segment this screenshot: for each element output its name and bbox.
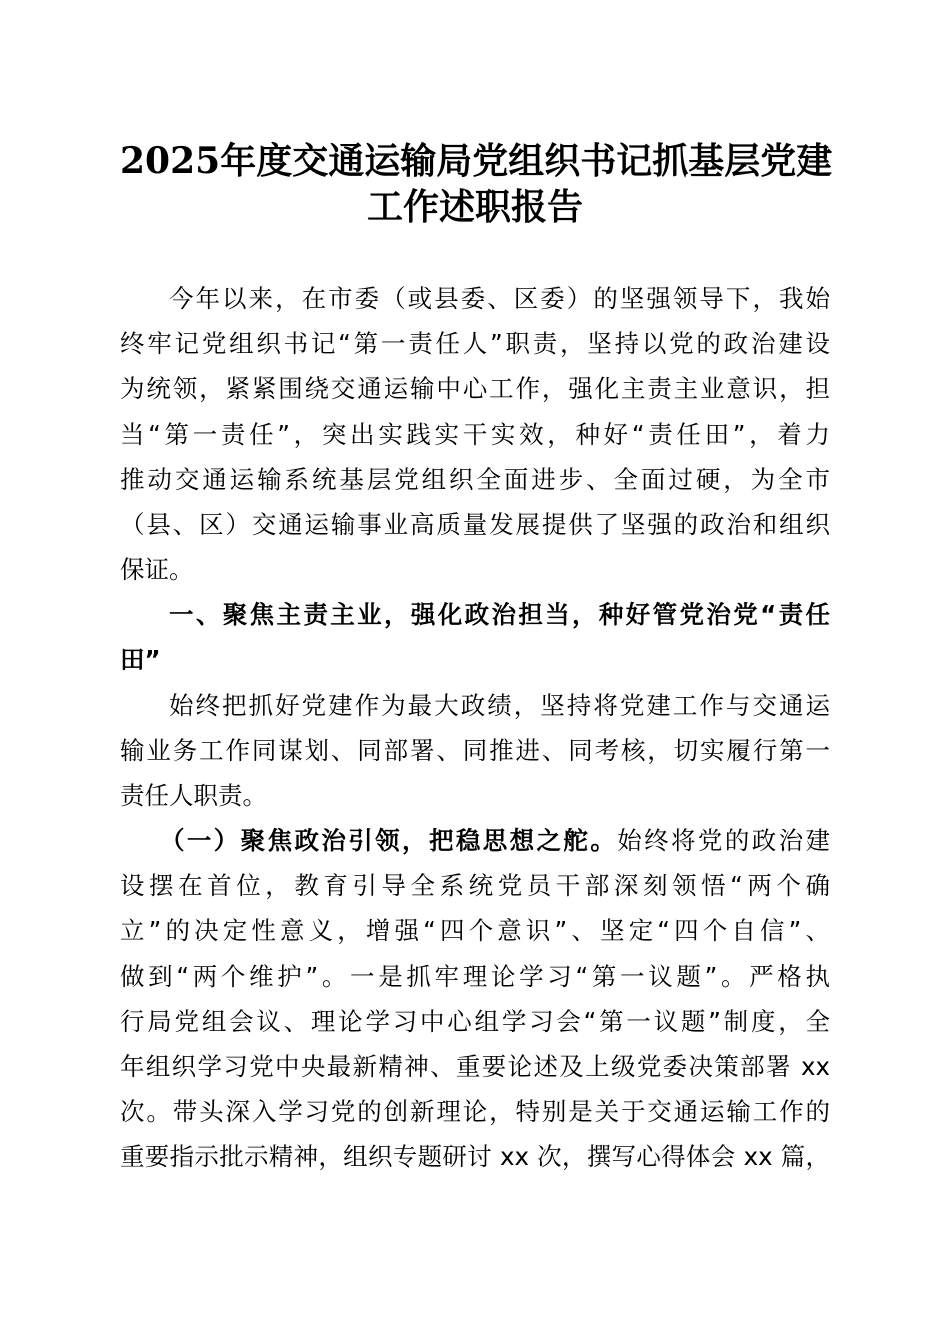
- subsection-lead: （一）聚焦政治引领，把稳思想之舵。: [160, 826, 618, 855]
- intro-paragraph: [120, 276, 830, 592]
- document-title: [120, 138, 833, 230]
- subsection-line-rest: 始终将党的政治建: [617, 826, 831, 855]
- title-line-1: 2025年度交通运输局党组织书记抓基层党建: [120, 140, 833, 182]
- paragraph-line: 输业务工作同谋划、同部署、同推进、同考核，切实履行第一: [120, 736, 830, 766]
- section-heading-1: [120, 592, 830, 682]
- paragraph-line: 次。带头深入学习党的创新理论，特别是关于交通运输工作的: [120, 1097, 830, 1127]
- paragraph-line: 立”的决定性意义，增强“四个意识”、坚定“四个自信”、: [120, 916, 830, 946]
- paragraph-line: 重要指示批示精神，组织专题研讨 xx 次，撰写心得体会 xx 篇，: [120, 1142, 830, 1172]
- paragraph-line: （县、区）交通运输事业高质量发展提供了坚强的政治和组织: [120, 509, 830, 539]
- paragraph-line: 始终把抓好党建作为最大政绩，坚持将党建工作与交通运: [169, 691, 830, 720]
- heading-line: 一、聚焦主责主业，强化政治担当，种好管党治党“责任: [169, 600, 830, 629]
- paragraph-line: 保证。: [120, 555, 194, 585]
- section-1-intro-paragraph: [120, 683, 830, 819]
- paragraph-line: 为统领，紧紧围绕交通运输中心工作，强化主责主业意识，担: [120, 374, 830, 404]
- paragraph-line: 设摆在首位，教育引导全系统党员干部深刻领悟“两个确: [120, 871, 830, 901]
- paragraph-line: 当“第一责任”，突出实践实干实效，种好“责任田”，着力: [120, 419, 830, 449]
- subsection-1-paragraph: [120, 818, 830, 1180]
- paragraph-line: 做到“两个维护”。一是抓牢理论学习“第一议题”。严格执: [120, 961, 830, 991]
- paragraph-line: 推动交通运输系统基层党组织全面进步、全面过硬，为全市: [120, 464, 830, 494]
- title-line-2: 工作述职报告: [366, 186, 583, 228]
- paragraph-line: [120, 818, 830, 863]
- paragraph-line: 行局党组会议、理论学习中心组学习会“第一议题”制度，全: [120, 1006, 830, 1036]
- paragraph-line: 责任人职责。: [120, 781, 267, 811]
- paragraph-line: 今年以来，在市委（或县委、区委）的坚强领导下，我始: [169, 284, 830, 313]
- paragraph-line: 年组织学习党中央最新精神、重要论述及上级党委决策部署 xx: [120, 1051, 830, 1081]
- paragraph-line: 终牢记党组织书记“第一责任人”职责，坚持以党的政治建设: [120, 329, 830, 359]
- heading-line: 田”: [120, 645, 161, 675]
